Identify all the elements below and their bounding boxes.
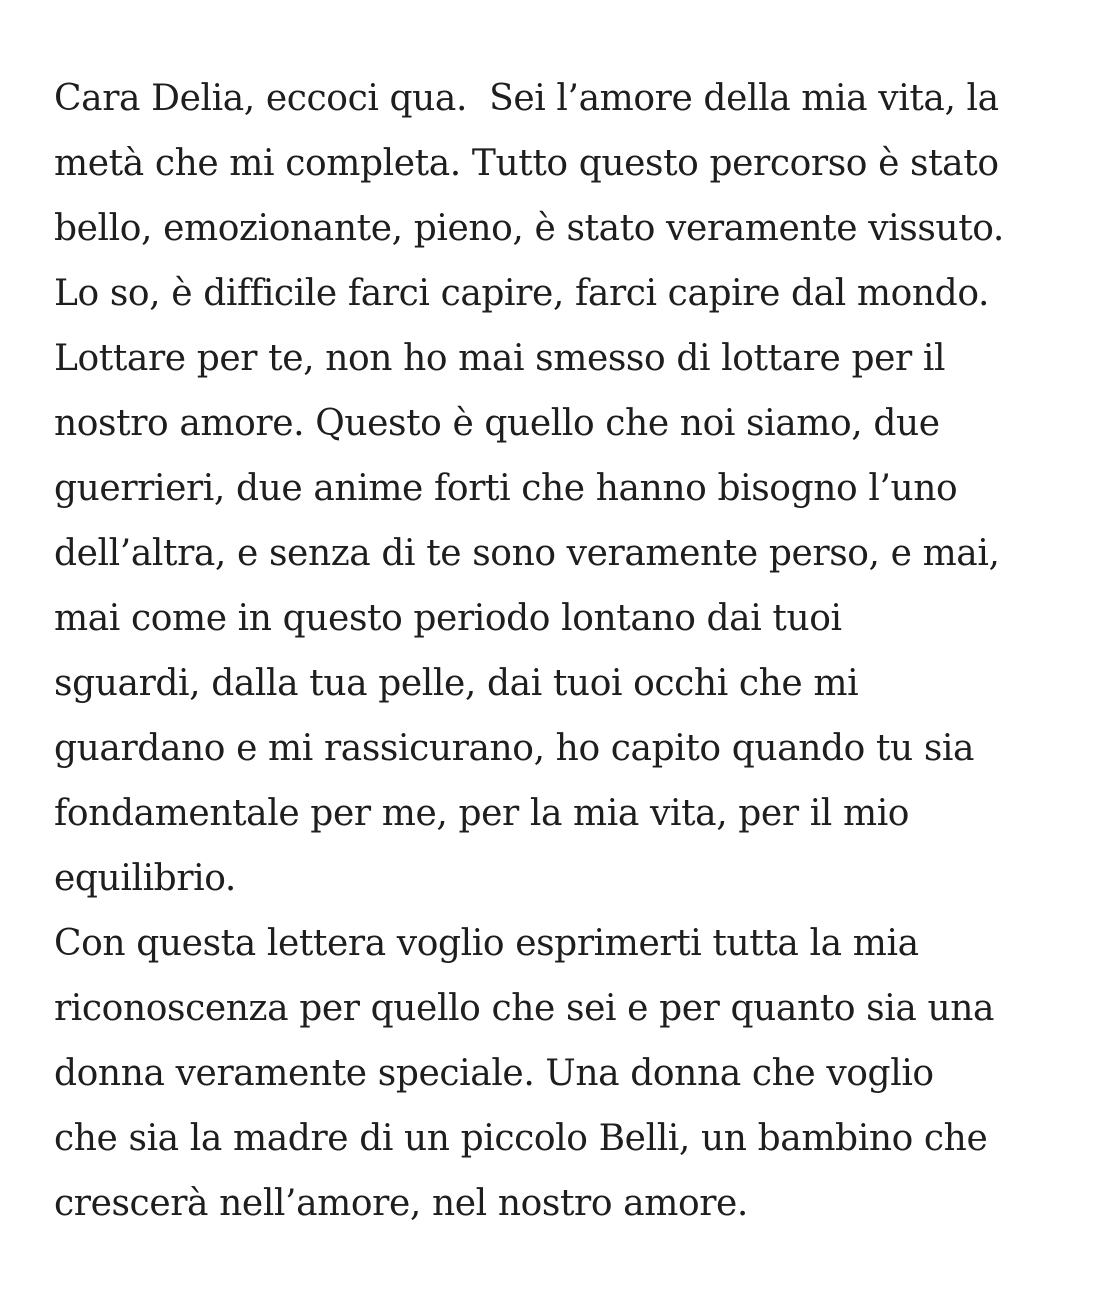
text-line: fondamentale per me, per la mia vita, per il mio xyxy=(54,793,910,834)
text-line: nostro amore. Questo è quello che noi siamo, due xyxy=(54,403,940,444)
text-line: donna veramente speciale. Una donna che voglio xyxy=(54,1053,934,1094)
paragraph-1 xyxy=(54,66,1064,911)
text-line: dell’altra, e senza di te sono veramente perso, e mai, xyxy=(54,533,1000,574)
text-line: crescerà nell’amore, nel nostro amore. xyxy=(54,1183,748,1224)
text-line: guardano e mi rassicurano, ho capito quando tu sia xyxy=(54,728,975,769)
text-line: mai come in questo periodo lontano dai tuoi xyxy=(54,598,842,639)
text-line: che sia la madre di un piccolo Belli, un bambino che xyxy=(54,1118,988,1159)
text-line: bello, emozionante, pieno, è stato veramente vissuto. xyxy=(54,208,1004,249)
text-line: sguardi, dalla tua pelle, dai tuoi occhi che mi xyxy=(54,663,859,704)
paragraph-2 xyxy=(54,911,1064,1236)
text-line: guerrieri, due anime forti che hanno bisogno l’uno xyxy=(54,468,958,509)
text-line: Cara Delia, eccoci qua. Sei l’amore della mia vita, la xyxy=(54,78,999,119)
text-line: Con questa lettera voglio esprimerti tutta la mia xyxy=(54,923,919,964)
text-line: metà che mi completa. Tutto questo percorso è stato xyxy=(54,143,999,184)
text-line: equilibrio. xyxy=(54,858,236,899)
text-line: riconoscenza per quello che sei e per quanto sia una xyxy=(54,988,995,1029)
text-line: Lo so, è difficile farci capire, farci capire dal mondo. xyxy=(54,273,990,314)
text-line: Lottare per te, non ho mai smesso di lottare per il xyxy=(54,338,946,379)
letter-text xyxy=(54,66,1064,1236)
